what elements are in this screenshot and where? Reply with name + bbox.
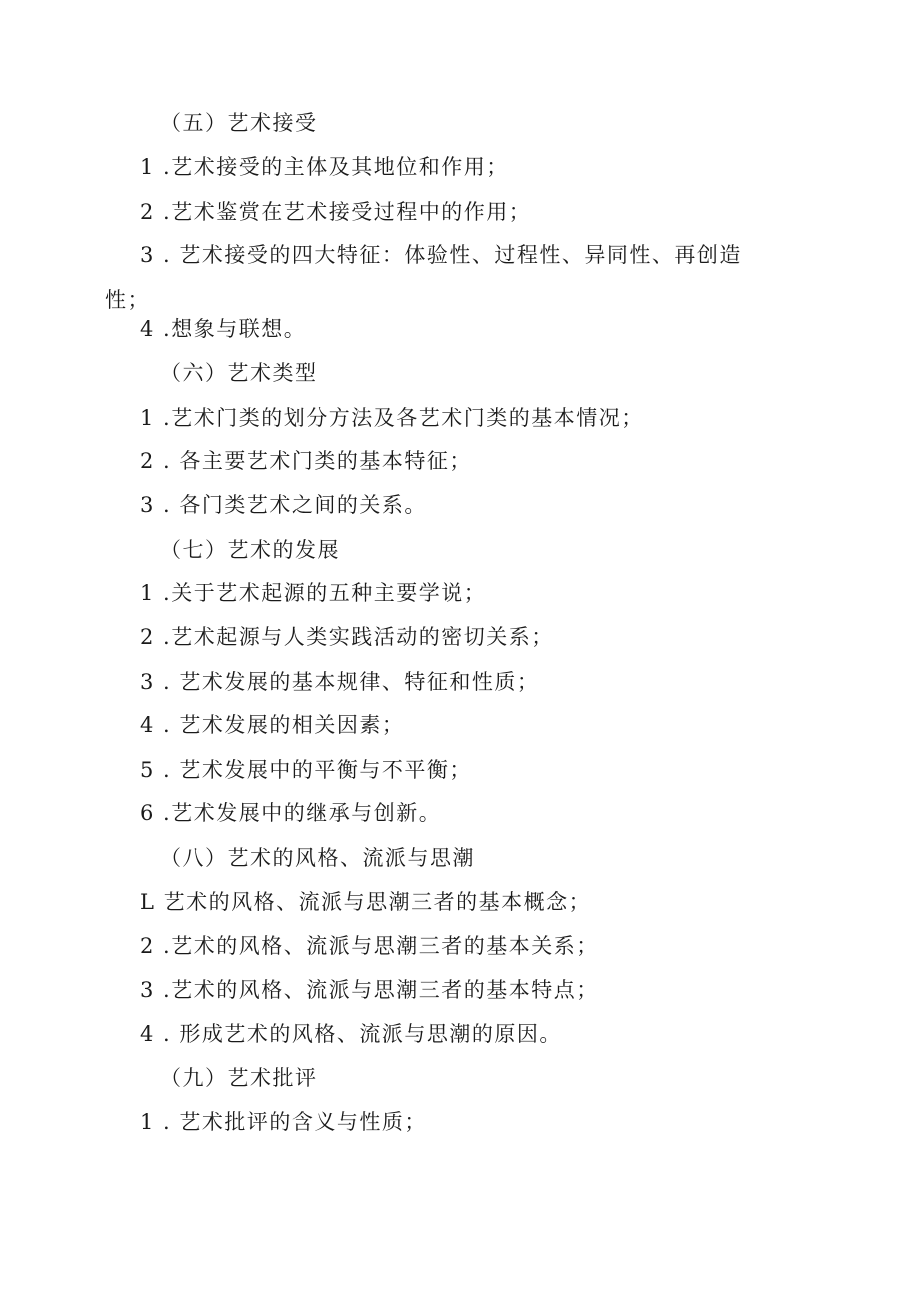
list-item: 4 . 艺术发展的相关因素； — [140, 713, 405, 737]
list-item: 1 .艺术接受的主体及其地位和作用； — [140, 155, 509, 179]
section-heading-8: （八）艺术的风格、流派与思潮 — [160, 846, 475, 870]
section-heading-9: （九）艺术批评 — [160, 1066, 318, 1090]
section-heading-6: （六）艺术类型 — [160, 361, 318, 385]
list-item: 3 . 各门类艺术之间的关系。 — [140, 493, 427, 517]
list-item: 4 . 形成艺术的风格、流派与思潮的原因。 — [140, 1022, 562, 1046]
list-item: 2 .艺术起源与人类实践活动的密切关系； — [140, 625, 554, 649]
list-item: 2 .艺术鉴赏在艺术接受过程中的作用； — [140, 200, 532, 224]
list-item: 1 .艺术门类的划分方法及各艺术门类的基本情况； — [140, 406, 644, 430]
list-item: 6 .艺术发展中的继承与创新。 — [140, 801, 442, 825]
list-item: 1 . 艺术批评的含义与性质； — [140, 1110, 427, 1134]
list-item: 2 .艺术的风格、流派与思潮三者的基本关系； — [140, 934, 599, 958]
list-item: 2 . 各主要艺术门类的基本特征； — [140, 449, 472, 473]
list-item: 1 .关于艺术起源的五种主要学说； — [140, 581, 487, 605]
list-item: 4 .想象与联想。 — [140, 317, 307, 341]
section-heading-7: （七）艺术的发展 — [160, 538, 340, 562]
list-item: L 艺术的风格、流派与思潮三者的基本概念； — [140, 890, 592, 914]
list-item: 3 . 艺术发展的基本规律、特征和性质； — [140, 670, 540, 694]
list-item: 5 . 艺术发展中的平衡与不平衡； — [140, 758, 472, 782]
section-heading-5: （五）艺术接受 — [160, 111, 318, 135]
list-item: 3 .艺术的风格、流派与思潮三者的基本特点； — [140, 978, 599, 1002]
list-item-continuation: 性； — [105, 288, 150, 312]
list-item: 3 . 艺术接受的四大特征：体验性、过程性、异同性、再创造 — [140, 243, 742, 267]
